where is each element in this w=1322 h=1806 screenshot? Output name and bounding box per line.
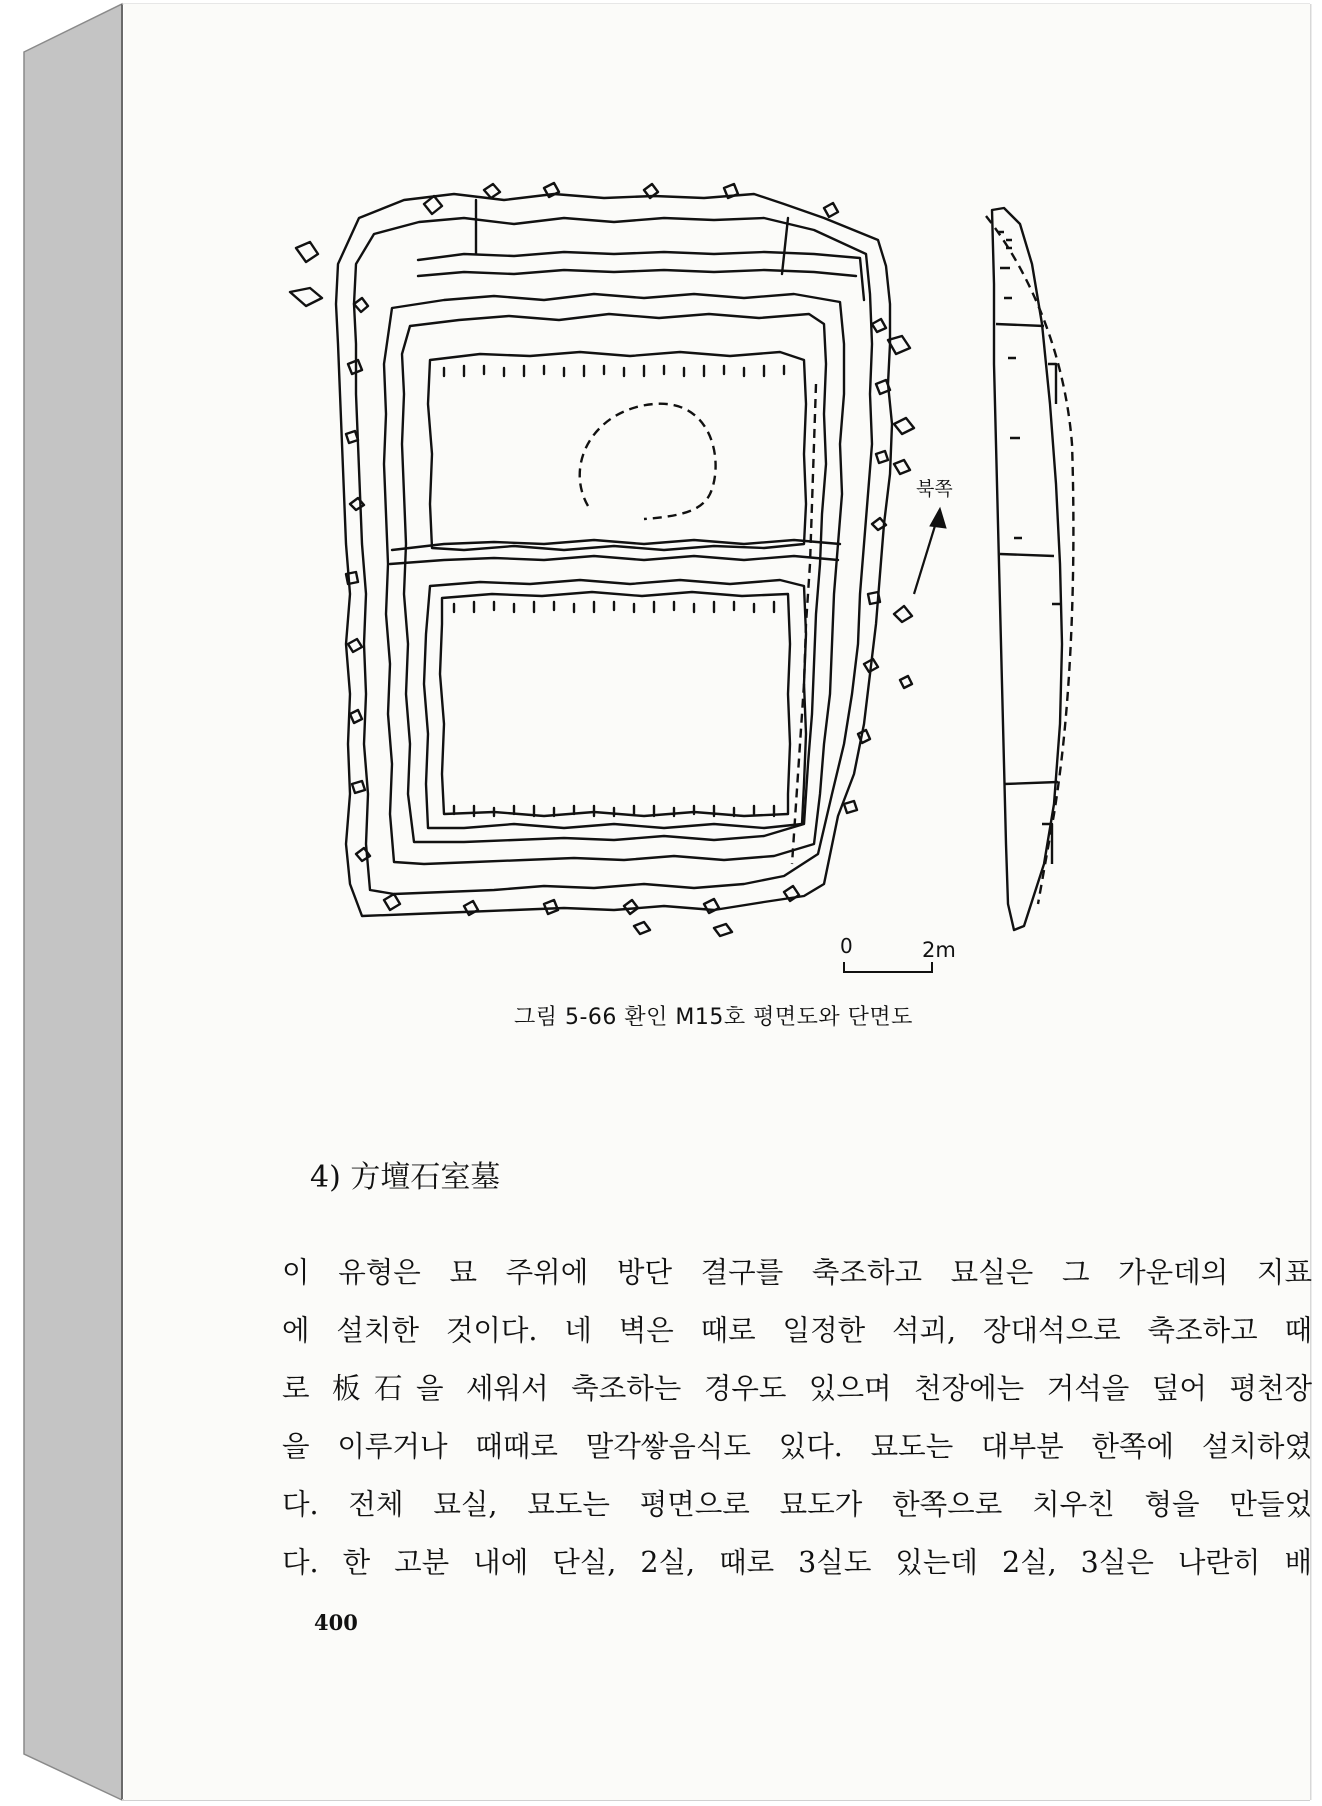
body-line: 을 이루거나 때때로 말각쌓음식도 있다. 묘도는 대부분 한쪽에 설치하였 — [282, 1430, 1312, 1463]
north-arrow-icon — [914, 508, 946, 594]
figure-caption: 그림 5-66 환인 M15호 평면도와 단면도 — [514, 1005, 913, 1030]
section-heading: 4) 方壇石室墓 — [310, 1160, 501, 1195]
scale-start-label: 0 — [840, 934, 853, 958]
book-page — [124, 4, 1310, 1800]
scale-bar — [844, 962, 932, 972]
body-line: 이 유형은 묘 주위에 방단 결구를 축조하고 묘실은 그 가운데의 지표 — [282, 1256, 1312, 1289]
body-line: 로 板石을 세워서 축조하는 경우도 있으며 천장에는 거석을 덮어 평천장 — [282, 1372, 1312, 1405]
body-line: 에 설치한 것이다. 네 벽은 때로 일정한 석괴, 장대석으로 축조하고 때 — [282, 1314, 1312, 1347]
north-label: 북쪽 — [916, 478, 953, 500]
tomb-plan-figure — [124, 4, 1310, 1004]
page-number: 400 — [314, 1610, 358, 1635]
body-paragraph — [282, 1244, 1312, 1592]
scale-end-label: 2m — [922, 938, 956, 962]
body-line: 다. 한 고분 내에 단실, 2실, 때로 3실도 있는데 2실, 3실은 나란히 배 — [282, 1546, 1312, 1579]
body-line: 다. 전체 묘실, 묘도는 평면으로 묘도가 한쪽으로 치우친 형을 만들었 — [282, 1488, 1312, 1521]
